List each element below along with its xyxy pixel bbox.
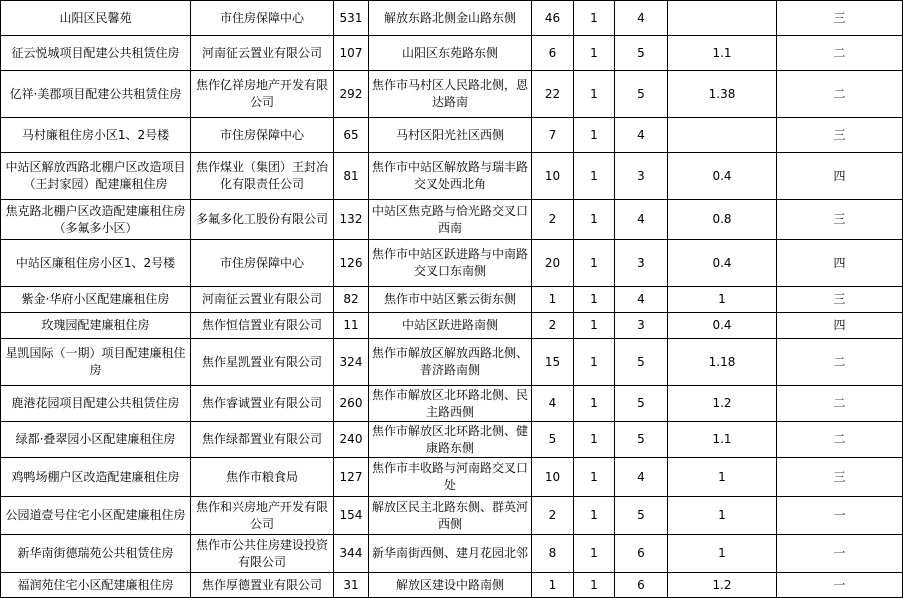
col6-cell: 1	[574, 573, 615, 598]
table-row	[1, 240, 903, 287]
grade-cell: 三	[777, 287, 903, 313]
units-cell: 7	[532, 118, 574, 153]
project-name-cell: 福润苑住宅小区配建廉租住房	[1, 573, 191, 598]
total-units-cell: 65	[334, 118, 369, 153]
grade-cell: 一	[777, 535, 903, 573]
units-cell: 1	[532, 287, 574, 313]
grade-cell: 二	[777, 71, 903, 118]
company-cell: 市住房保障中心	[191, 240, 334, 287]
project-name-cell: 中站区廉租住房小区1、2号楼	[1, 240, 191, 287]
col8-cell: 0.4	[668, 313, 777, 339]
col6-cell: 1	[574, 386, 615, 422]
company-cell: 市住房保障中心	[191, 118, 334, 153]
location-cell: 焦作市丰收路与河南路交叉口处	[369, 458, 532, 497]
col8-cell: 0.8	[668, 200, 777, 240]
table-row	[1, 458, 903, 497]
company-cell: 焦作睿诚置业有限公司	[191, 386, 334, 422]
company-cell: 市住房保障中心	[191, 1, 334, 36]
col7-cell: 5	[615, 36, 668, 71]
col8-cell: 1.38	[668, 71, 777, 118]
table-row	[1, 200, 903, 240]
col7-cell: 5	[615, 497, 668, 535]
project-name-cell: 新华南街德瑞苑公共租赁住房	[1, 535, 191, 573]
col8-cell: 1.2	[668, 386, 777, 422]
col6-cell: 1	[574, 339, 615, 386]
grade-cell: 四	[777, 153, 903, 200]
col8-cell: 1.2	[668, 573, 777, 598]
grade-cell: 一	[777, 573, 903, 598]
grade-cell: 三	[777, 1, 903, 36]
company-cell: 河南征云置业有限公司	[191, 36, 334, 71]
col8-cell: 1	[668, 535, 777, 573]
table-body	[1, 1, 903, 598]
location-cell: 焦作市解放区解放西路北侧、普济路南侧	[369, 339, 532, 386]
col6-cell: 1	[574, 287, 615, 313]
units-cell: 6	[532, 36, 574, 71]
units-cell: 8	[532, 535, 574, 573]
project-name-cell: 中站区解放西路北棚户区改造项目（王封家园）配建廉租住房	[1, 153, 191, 200]
total-units-cell: 31	[334, 573, 369, 598]
col7-cell: 4	[615, 200, 668, 240]
table-row	[1, 287, 903, 313]
company-cell: 河南征云置业有限公司	[191, 287, 334, 313]
total-units-cell: 324	[334, 339, 369, 386]
col7-cell: 4	[615, 458, 668, 497]
company-cell: 焦作厚德置业有限公司	[191, 573, 334, 598]
col8-cell: 1	[668, 458, 777, 497]
table-row	[1, 71, 903, 118]
col8-cell: 1.1	[668, 36, 777, 71]
table-row	[1, 313, 903, 339]
company-cell: 焦作市公共住房建设投资有限公司	[191, 535, 334, 573]
total-units-cell: 260	[334, 386, 369, 422]
location-cell: 解放东路北侧金山路东侧	[369, 1, 532, 36]
units-cell: 22	[532, 71, 574, 118]
table-row	[1, 1, 903, 36]
project-name-cell: 公园道壹号住宅小区配建廉租住房	[1, 497, 191, 535]
project-name-cell: 星凯国际（一期）项目配建廉租住房	[1, 339, 191, 386]
col7-cell: 5	[615, 386, 668, 422]
location-cell: 焦作市解放区北环路北侧、健康路东侧	[369, 422, 532, 458]
company-cell: 多氟多化工股份有限公司	[191, 200, 334, 240]
col8-cell	[668, 1, 777, 36]
col8-cell: 1.18	[668, 339, 777, 386]
location-cell: 解放区民主北路东侧、群英河西侧	[369, 497, 532, 535]
project-name-cell: 鸡鸭场棚户区改造配建廉租住房	[1, 458, 191, 497]
col8-cell: 1.1	[668, 422, 777, 458]
col6-cell: 1	[574, 313, 615, 339]
project-name-cell: 玫瑰园配建廉租住房	[1, 313, 191, 339]
col7-cell: 5	[615, 339, 668, 386]
col8-cell	[668, 118, 777, 153]
col6-cell: 1	[574, 153, 615, 200]
total-units-cell: 344	[334, 535, 369, 573]
table-row	[1, 339, 903, 386]
col6-cell: 1	[574, 200, 615, 240]
col8-cell: 0.4	[668, 153, 777, 200]
total-units-cell: 126	[334, 240, 369, 287]
company-cell: 焦作煤业（集团）王封冶化有限责任公司	[191, 153, 334, 200]
col7-cell: 4	[615, 287, 668, 313]
grade-cell: 四	[777, 240, 903, 287]
col7-cell: 5	[615, 422, 668, 458]
location-cell: 马村区阳光社区西侧	[369, 118, 532, 153]
col6-cell: 1	[574, 1, 615, 36]
units-cell: 1	[532, 573, 574, 598]
project-name-cell: 焦克路北棚户区改造配建廉租住房（多氟多小区）	[1, 200, 191, 240]
company-cell: 焦作恒信置业有限公司	[191, 313, 334, 339]
table-row	[1, 36, 903, 71]
col6-cell: 1	[574, 118, 615, 153]
project-name-cell: 鹿港花园项目配建公共租赁住房	[1, 386, 191, 422]
project-name-cell: 马村廉租住房小区1、2号楼	[1, 118, 191, 153]
total-units-cell: 292	[334, 71, 369, 118]
grade-cell: 二	[777, 36, 903, 71]
location-cell: 焦作市中站区紫云街东侧	[369, 287, 532, 313]
table-row	[1, 386, 903, 422]
company-cell: 焦作亿祥房地产开发有限公司	[191, 71, 334, 118]
total-units-cell: 127	[334, 458, 369, 497]
location-cell: 焦作市解放区北环路北侧、民主路西侧	[369, 386, 532, 422]
table-row	[1, 153, 903, 200]
col7-cell: 4	[615, 118, 668, 153]
table-row	[1, 422, 903, 458]
table-row	[1, 497, 903, 535]
location-cell: 焦作市马村区人民路北侧，恩达路南	[369, 71, 532, 118]
units-cell: 46	[532, 1, 574, 36]
units-cell: 10	[532, 153, 574, 200]
company-cell: 焦作市粮食局	[191, 458, 334, 497]
location-cell: 山阳区东苑路东侧	[369, 36, 532, 71]
units-cell: 4	[532, 386, 574, 422]
grade-cell: 四	[777, 313, 903, 339]
project-name-cell: 亿祥·美郡项目配建公共租赁住房	[1, 71, 191, 118]
project-name-cell: 征云悦城项目配建公共租赁住房	[1, 36, 191, 71]
col6-cell: 1	[574, 36, 615, 71]
total-units-cell: 82	[334, 287, 369, 313]
units-cell: 20	[532, 240, 574, 287]
units-cell: 2	[532, 200, 574, 240]
grade-cell: 二	[777, 339, 903, 386]
location-cell: 焦作市中站区跃进路与中南路交叉口东南侧	[369, 240, 532, 287]
col7-cell: 6	[615, 573, 668, 598]
col7-cell: 6	[615, 535, 668, 573]
total-units-cell: 240	[334, 422, 369, 458]
total-units-cell: 132	[334, 200, 369, 240]
location-cell: 中站区焦克路与恰光路交叉口西南	[369, 200, 532, 240]
total-units-cell: 11	[334, 313, 369, 339]
col7-cell: 3	[615, 240, 668, 287]
table-row	[1, 535, 903, 573]
grade-cell: 三	[777, 200, 903, 240]
company-cell: 焦作星凯置业有限公司	[191, 339, 334, 386]
col6-cell: 1	[574, 497, 615, 535]
location-cell: 焦作市中站区解放路与瑞丰路交叉处西北角	[369, 153, 532, 200]
col6-cell: 1	[574, 71, 615, 118]
units-cell: 2	[532, 497, 574, 535]
company-cell: 焦作绿都置业有限公司	[191, 422, 334, 458]
grade-cell: 一	[777, 497, 903, 535]
project-name-cell: 紫金·华府小区配建廉租住房	[1, 287, 191, 313]
col7-cell: 5	[615, 71, 668, 118]
company-cell: 焦作和兴房地产开发有限公司	[191, 497, 334, 535]
col6-cell: 1	[574, 422, 615, 458]
col8-cell: 1	[668, 497, 777, 535]
project-name-cell: 山阳区民馨苑	[1, 1, 191, 36]
location-cell: 新华南街西侧、建月花园北邻	[369, 535, 532, 573]
units-cell: 5	[532, 422, 574, 458]
col6-cell: 1	[574, 458, 615, 497]
grade-cell: 二	[777, 422, 903, 458]
total-units-cell: 81	[334, 153, 369, 200]
total-units-cell: 154	[334, 497, 369, 535]
col6-cell: 1	[574, 240, 615, 287]
units-cell: 2	[532, 313, 574, 339]
col7-cell: 3	[615, 313, 668, 339]
location-cell: 中站区跃进路南侧	[369, 313, 532, 339]
col7-cell: 4	[615, 1, 668, 36]
units-cell: 15	[532, 339, 574, 386]
col8-cell: 0.4	[668, 240, 777, 287]
table-row	[1, 118, 903, 153]
col6-cell: 1	[574, 535, 615, 573]
col8-cell: 1	[668, 287, 777, 313]
grade-cell: 三	[777, 118, 903, 153]
total-units-cell: 531	[334, 1, 369, 36]
grade-cell: 三	[777, 458, 903, 497]
units-cell: 10	[532, 458, 574, 497]
col7-cell: 3	[615, 153, 668, 200]
grade-cell: 二	[777, 386, 903, 422]
project-name-cell: 绿都·叠翠园小区配建廉租住房	[1, 422, 191, 458]
total-units-cell: 107	[334, 36, 369, 71]
location-cell: 解放区建设中路南侧	[369, 573, 532, 598]
table-row	[1, 573, 903, 598]
